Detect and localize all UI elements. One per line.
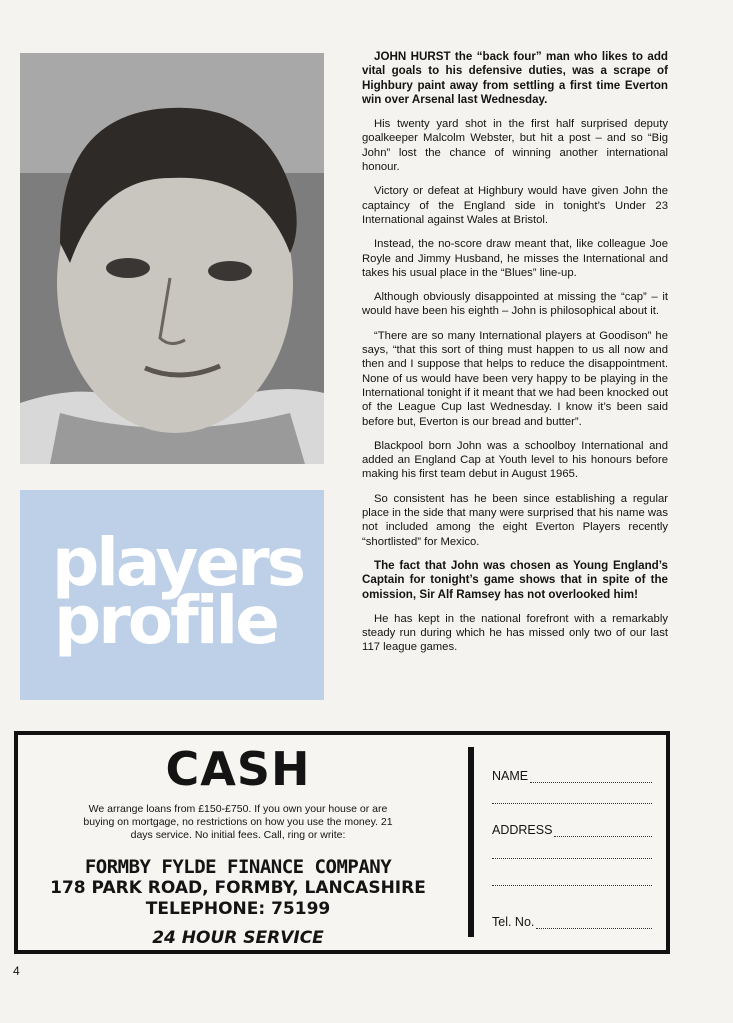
article-paragraph: The fact that John was chosen as Young England’s Captain for tonight’s game shows that in spite of the omission, Sir Alf Ramsey has not overlooked him! bbox=[362, 558, 668, 601]
article-paragraph: So consistent has he been since establishing a regular place in the side that many were surprised that his name was not included among the eight Everton Players recently “shortlisted” for Mexico. bbox=[362, 492, 668, 548]
banner-word-players: players bbox=[52, 524, 303, 601]
page-number: 4 bbox=[13, 964, 20, 978]
coupon-tel-line bbox=[536, 918, 652, 929]
article-paragraph: Victory or defeat at Highbury would have given John the captaincy of the England side in tonight’s Under 23 International against Wales at Bristol. bbox=[362, 185, 668, 226]
coupon-address-line bbox=[554, 826, 652, 837]
article-paragraph: His twenty yard shot in the first half surprised deputy goalkeeper Malcolm Webster, but hit a post – and so “Big John” lost the chance of winning another international honour. bbox=[362, 118, 668, 174]
finance-advertisement bbox=[14, 731, 670, 954]
ad-body-text: We arrange loans from £150-£750. If you own your house or are buying on mortgage, no restrictions on how you use the money. 21 days service. No initial fees. Call, ring or write: bbox=[83, 803, 393, 841]
coupon-blank-line bbox=[492, 803, 652, 804]
article-paragraph: He has kept in the national forefront with a remarkably steady run during which he has missed only two of our last 117 league games. bbox=[362, 612, 668, 654]
ad-service: 24 HOUR SERVICE bbox=[152, 928, 324, 948]
ad-headline: CASH bbox=[165, 742, 311, 796]
coupon-name-label: NAME bbox=[492, 769, 529, 783]
ad-address: 178 PARK ROAD, FORMBY, LANCASHIRE bbox=[50, 878, 426, 898]
player-photo bbox=[20, 53, 324, 464]
article-paragraph: JOHN HURST the “back four” man who likes to add vital goals to his defensive duties, was a scrape of Highbury paint away from settling a first time Everton win over Arsenal last Wednesday. bbox=[362, 50, 668, 106]
coupon-blank-line bbox=[492, 885, 652, 886]
coupon-address-label: ADDRESS bbox=[492, 823, 553, 837]
article-paragraph: “There are so many International players at Goodison” he says, “that this sort of thing must happen to us all now and then and I suppose that helps to reduce the disappointment. None of us would have been very happy to be playing in the International tonight if it meant that we had been knocked out of the League Cup last Wednesday. I know it’s been said before but, Everton is our bread and butter”. bbox=[362, 329, 668, 428]
players-profile-banner bbox=[20, 490, 324, 700]
article-paragraph: Instead, the no-score draw meant that, like colleague Joe Royle and Jimmy Husband, he misses the International and takes his usual place in the “Blues” line-up. bbox=[362, 238, 668, 279]
coupon-name-line bbox=[530, 772, 652, 783]
ad-divider bbox=[468, 747, 474, 937]
coupon-address-row bbox=[492, 823, 652, 837]
article-paragraph: Blackpool born John was a schoolboy International and added an England Cap at Youth level to his honours before making his first team debut in August 1965. bbox=[362, 439, 668, 481]
ad-company-name: FORMBY FYLDE FINANCE COMPANY bbox=[84, 856, 392, 878]
banner-word-profile: profile bbox=[54, 582, 277, 659]
article-column bbox=[362, 50, 668, 665]
coupon-tel-row bbox=[492, 915, 652, 929]
ad-telephone: TELEPHONE: 75199 bbox=[145, 899, 331, 919]
player-portrait-illustration bbox=[20, 53, 324, 464]
coupon-name-row bbox=[492, 769, 652, 783]
coupon-tel-label: Tel. No. bbox=[492, 915, 535, 929]
article-paragraph: Although obviously disappointed at missing the “cap” – it would have been his eighth – John is philosophical about it. bbox=[362, 291, 668, 318]
coupon-blank-line bbox=[492, 858, 652, 859]
ad-copy bbox=[18, 735, 458, 948]
